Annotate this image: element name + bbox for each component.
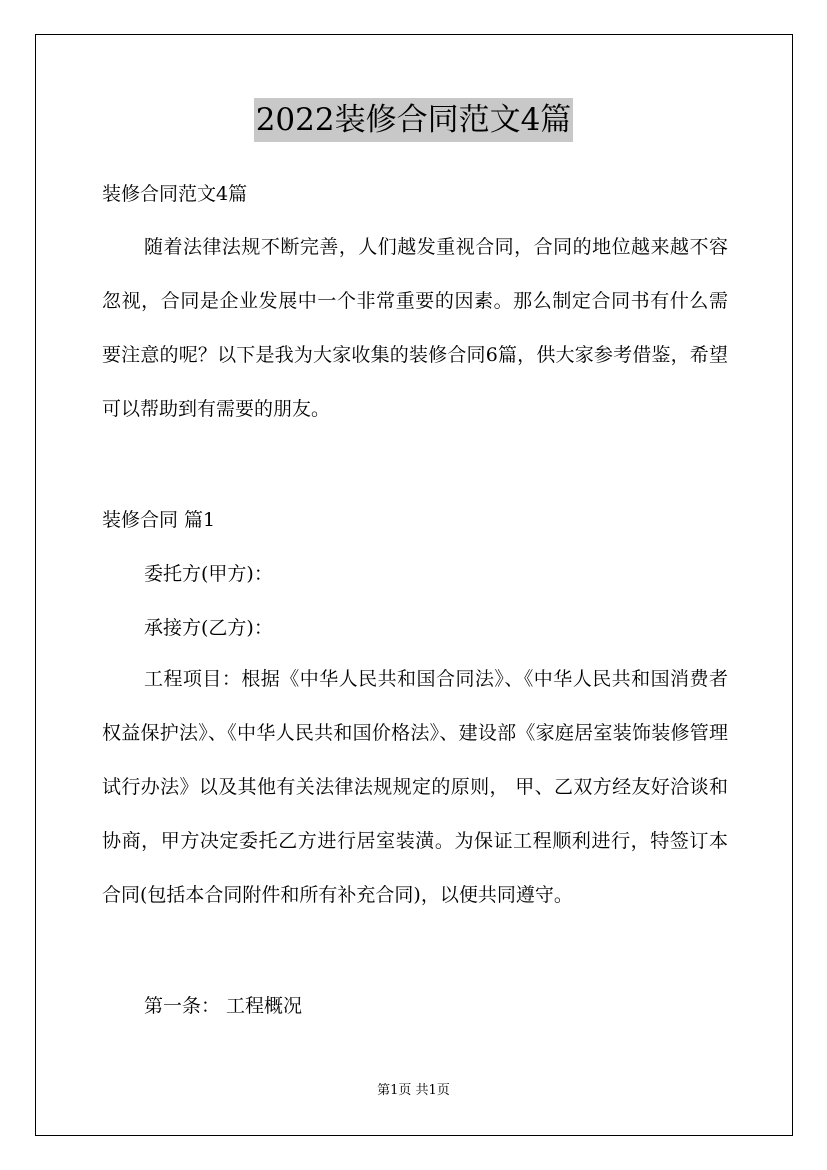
page-footer: 第1页 共1页 <box>377 1083 450 1098</box>
title-container <box>0 98 827 142</box>
project-paragraph: 工程项目：根据《中华人民共和国合同法》、《中华人民共和国消费者权益保护法》、《中华人民共和国价格法》、建设部《家庭居室装饰装修管理试行办法》以及其他有关法律法规规定的原则， 甲、乙双方经友好洽谈和协商，甲方决定委托乙方进行居室装潢。为保证工程顺利进行，特签订本合同(包括本合同附件和所有补充合同)，以便共同遵守。 <box>102 668 728 906</box>
intro-paragraph: 随着法律法规不断完善，人们越发重视合同，合同的地位越来越不容忽视，合同是企业发展中一个非常重要的因素。那么制定合同书有什么需要注意的呢？以下是我为大家收集的装修合同6篇，供大家参考借鉴，希望可以帮助到有需要的朋友。 <box>102 236 728 420</box>
document-subtitle: 装修合同范文4篇 <box>102 183 248 205</box>
section-heading: 装修合同 篇1 <box>102 509 216 531</box>
document-title: 2022装修合同范文4篇 <box>254 98 574 142</box>
article-1-heading: 第一条： 工程概况 <box>144 995 303 1017</box>
party-b-label: 承接方(乙方)： <box>144 617 273 639</box>
party-a-label: 委托方(甲方)： <box>144 563 273 585</box>
